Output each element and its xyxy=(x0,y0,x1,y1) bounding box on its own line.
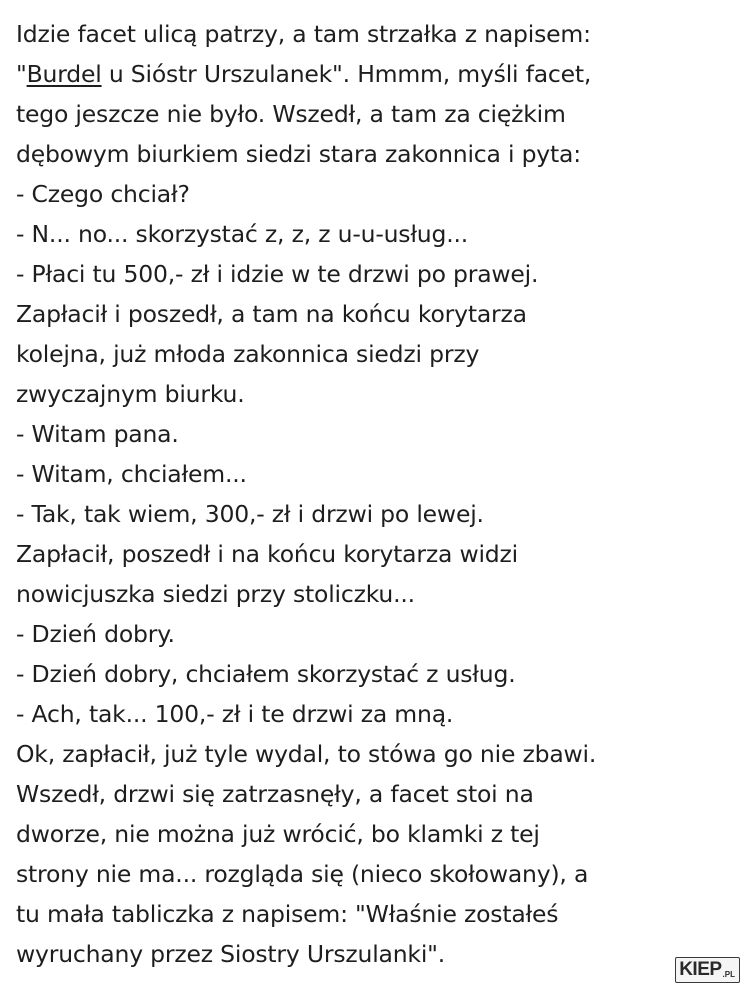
text-line: dębowym biurkiem siedzi stara zakonnica i pyta: xyxy=(16,140,581,168)
open-quote: " xyxy=(16,60,27,88)
text-line: tu mała tabliczka z napisem: "Właśnie zostałeś xyxy=(16,900,559,928)
underlined-word: Burdel xyxy=(26,60,102,88)
text-line: - Witam, chciałem... xyxy=(16,460,247,488)
text-line: Wszedł, drzwi się zatrzasnęły, a facet stoi na xyxy=(16,780,534,808)
kiep-watermark-logo xyxy=(675,957,740,983)
text-line: Zapłacił i poszedł, a tam na końcu korytarza xyxy=(16,300,527,328)
text-line: kolejna, już młoda zakonnica siedzi przy xyxy=(16,340,480,368)
text-line: Ok, zapłacił, już tyle wydal, to stówa go nie zbawi. xyxy=(16,740,597,768)
text-line-rest: u Sióstr Urszulanek". Hmmm, myśli facet, xyxy=(101,60,592,88)
text-line: tego jeszcze nie było. Wszedł, a tam za ciężkim xyxy=(16,100,566,128)
text-line: Zapłacił, poszedł i na końcu korytarza widzi xyxy=(16,540,518,568)
text-line: - Ach, tak... 100,- zł i te drzwi za mną. xyxy=(16,700,454,728)
joke-text xyxy=(16,14,741,974)
text-line: nowicjuszka siedzi przy stoliczku... xyxy=(16,580,415,608)
text-line: - Dzień dobry, chciałem skorzystać z usług. xyxy=(16,660,516,688)
text-line: dworze, nie można już wrócić, bo klamki z tej xyxy=(16,820,540,848)
text-line: - Witam pana. xyxy=(16,420,179,448)
text-line: - Dzień dobry. xyxy=(16,620,175,648)
text-line: zwyczajnym biurku. xyxy=(16,380,245,408)
text-line: Idzie facet ulicą patrzy, a tam strzałka z napisem: xyxy=(16,20,591,48)
text-line: strony nie ma... rozgląda się (nieco skołowany), a xyxy=(16,860,589,888)
text-line: - Płaci tu 500,- zł i idzie w te drzwi po prawej. xyxy=(16,260,539,288)
watermark-main: KIEP xyxy=(679,959,722,980)
text-line xyxy=(16,54,741,94)
text-line: wyruchany przez Siostry Urszulanki". xyxy=(16,940,446,968)
text-line: - N... no... skorzystać z, z, z u-u-usług... xyxy=(16,220,469,248)
text-line: - Czego chciał? xyxy=(16,180,190,208)
text-line: - Tak, tak wiem, 300,- zł i drzwi po lewej. xyxy=(16,500,484,528)
watermark-sub: .PL xyxy=(722,970,735,979)
